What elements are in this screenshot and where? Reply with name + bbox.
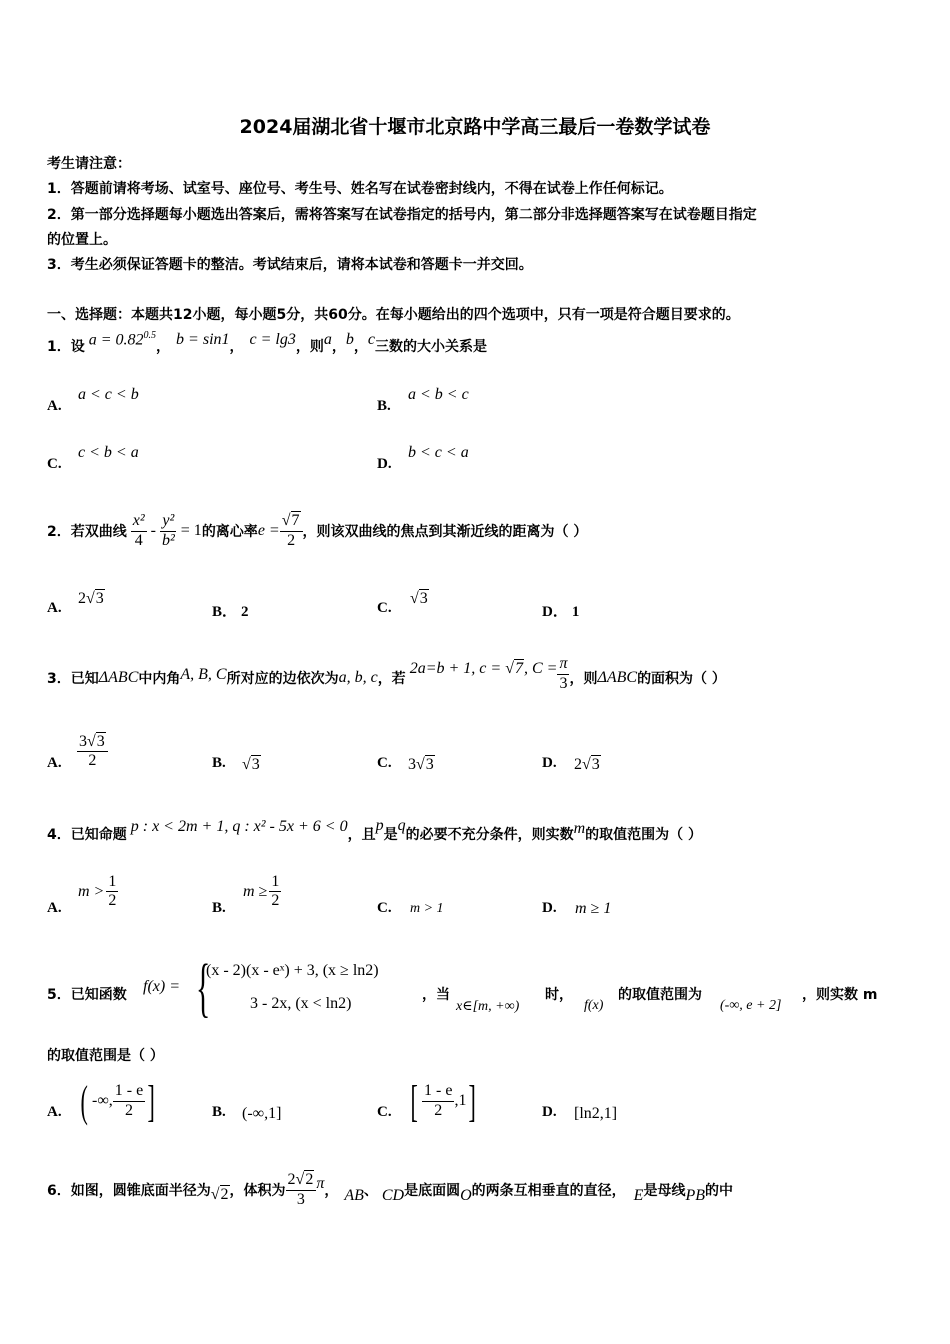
q6-number: 6．如图，圆锥底面半径为: [47, 1183, 211, 1199]
notice-item: 1．答题前请将考场、试室号、座位号、考生号、姓名写在试卷密封线内，不得在试卷上作任何标记。: [47, 181, 673, 197]
q5-option-b: (-∞,1]: [242, 1105, 282, 1122]
question-4: 4．已知命题 p : x < 2m + 1, q : x² - 5x + 6 < 0 ，且 p 是 q 的必要不充分条件，则实数 m 的取值范围为（ ）: [47, 817, 703, 843]
notice-item: 3．考生必须保证答题卡的整洁。考试结束后，请将本试卷和答题卡一并交回。: [47, 257, 533, 273]
q5-function-name: f(x) =: [143, 978, 180, 995]
q5-fx: f(x): [584, 998, 604, 1013]
notice-item: 的位置上。: [47, 232, 117, 248]
q3-option-d: 2√3: [574, 756, 600, 773]
q4-option-d: m ≥ 1: [575, 900, 612, 917]
q5-option-a: ( -∞, $\frac{1 - e}{2}$ ]: [80, 1076, 155, 1126]
q5-option-a-label: A.: [47, 1104, 62, 1120]
page-title: 2024届湖北省十堰市北京路中学高三最后一卷数学试卷: [239, 116, 711, 138]
q2-number: 2．若双曲线: [47, 524, 127, 540]
q3-option-b: √3: [242, 756, 260, 773]
q6-radius: √2: [210, 1186, 229, 1203]
q4-option-b: m ≥ $\frac{1}{2}$: [243, 873, 280, 910]
q3-option-d-label: D.: [542, 755, 557, 771]
q4-number: 4．已知命题: [47, 827, 127, 843]
question-6: 6．如图，圆锥底面半径为 √2 ，体积为 $\frac{2√2}{3}$ π ， AB 、 CD 是底面圆 O 的两条互相垂直的直径， E 是母线 PB 的中: [47, 1171, 733, 1208]
q2-option-c-label: C.: [377, 600, 392, 616]
q2-x-term: $\frac{\text{x²}}{4}$: [132, 512, 145, 549]
q2-y-term: $\frac{\text{y²}}{\text{b²}}$: [161, 512, 175, 549]
q6-volume: $\frac{2√2}{3}$: [286, 1171, 317, 1209]
q2-option-a-label: A.: [47, 600, 62, 616]
q5-case-1: (x - 2)(x - eˣ) + 3, (x ≥ ln2): [206, 962, 379, 979]
q5-domain: x∈[m, +∞): [456, 999, 520, 1014]
q1-a-def: $a = 0.82^{0.5}$: [88, 330, 157, 349]
q4-option-d-label: D.: [542, 900, 557, 916]
q4-proposition: p : x < 2m + 1, q : x² - 5x + 6 < 0: [130, 818, 348, 835]
q3-option-c-label: C.: [377, 755, 392, 771]
q2-option-d: D． 1: [542, 604, 580, 620]
q5-option-d: [ln2,1]: [574, 1105, 618, 1122]
q1-option-b: a < b < c: [408, 386, 469, 403]
q4-option-a-label: A.: [47, 900, 62, 916]
q1-b-def: b = sin1: [176, 331, 230, 348]
q4-option-a: m > $\frac{1}{2}$: [78, 873, 117, 910]
question-2: 2．若双曲线 $\frac{\text{x²}}{4}$ - $\frac{\text{y²}}{\text{b²}}$ = 1 的离心率 e = $\frac{√7}{2}$ ，则该双曲线的焦点到其渐近线的距离为（ ）: [47, 512, 588, 549]
q5-case-2: 3 - 2x, (x < ln2): [250, 995, 352, 1012]
q5-option-d-label: D.: [542, 1104, 557, 1120]
q5-brace: {: [196, 951, 211, 1024]
question-3: 3．已知 ΔABC 中内角 A, B, C 所对应的边依次为 a, b, c ，若 2a=b + 1, c = √7, C = $\frac{\pi}{3}$ ，则 ΔABC 的面积为（ ）: [47, 655, 726, 692]
question-1: 1．设 $a = 0.82^{0.5}$ ， b = sin1 ， c = lg3 ，则 a ， b ， c 三数的大小关系是: [47, 330, 487, 355]
q5-option-c-label: C.: [377, 1104, 392, 1120]
q3-angle-c: $\frac{\pi}{3}$: [559, 655, 568, 692]
q5-range: (-∞, e + 2]: [720, 998, 782, 1013]
q4-option-c: m > 1: [410, 901, 444, 916]
q1-option-d-label: D.: [377, 456, 392, 472]
q2-option-a: 2√3: [78, 590, 104, 607]
q3-option-a-label: A.: [47, 755, 62, 771]
q5-option-c: [ $\frac{1 - e}{2}$ ,1 ]: [410, 1076, 477, 1126]
q1-option-d: b < c < a: [408, 444, 469, 461]
notice-heading: 考生请注意：: [47, 156, 131, 172]
q1-option-a-label: A.: [47, 398, 62, 414]
q2-eccentricity: $\frac{√7}{2}$: [280, 512, 303, 550]
q2-option-b: B． 2: [212, 604, 249, 620]
q1-option-c: c < b < a: [78, 444, 139, 461]
q2-option-c: √3: [410, 590, 428, 607]
q5-option-b-label: B.: [212, 1104, 226, 1120]
q5-continuation: 的取值范围是（ ）: [47, 1048, 164, 1064]
q1-option-c-label: C.: [47, 456, 62, 472]
q3-option-b-label: B.: [212, 755, 226, 771]
q1-option-b-label: B.: [377, 398, 391, 414]
q3-condition: 2a=b + 1, c = √7, C =: [409, 660, 558, 677]
q3-option-c: 3√3: [408, 756, 434, 773]
q3-option-a: $\frac{3√3}{2}$: [77, 733, 108, 771]
q3-number: 3．已知: [47, 671, 99, 687]
q1-number: 1．设: [47, 339, 85, 355]
section-heading: 一、选择题：本题共12小题，每小题5分，共60分。在每小题给出的四个选项中，只有一项是符合题目要求的。: [47, 307, 740, 323]
q1-c-def: c = lg3: [249, 331, 296, 348]
notice-item: 2．第一部分选择题每小题选出答案后，需将答案写在试卷指定的括号内，第二部分非选择题答案写在试卷题目指定: [47, 207, 757, 223]
q1-option-a: a < c < b: [78, 386, 139, 403]
q4-option-c-label: C.: [377, 900, 392, 916]
q4-option-b-label: B.: [212, 900, 226, 916]
q5-number: 5．已知函数: [47, 987, 127, 1003]
